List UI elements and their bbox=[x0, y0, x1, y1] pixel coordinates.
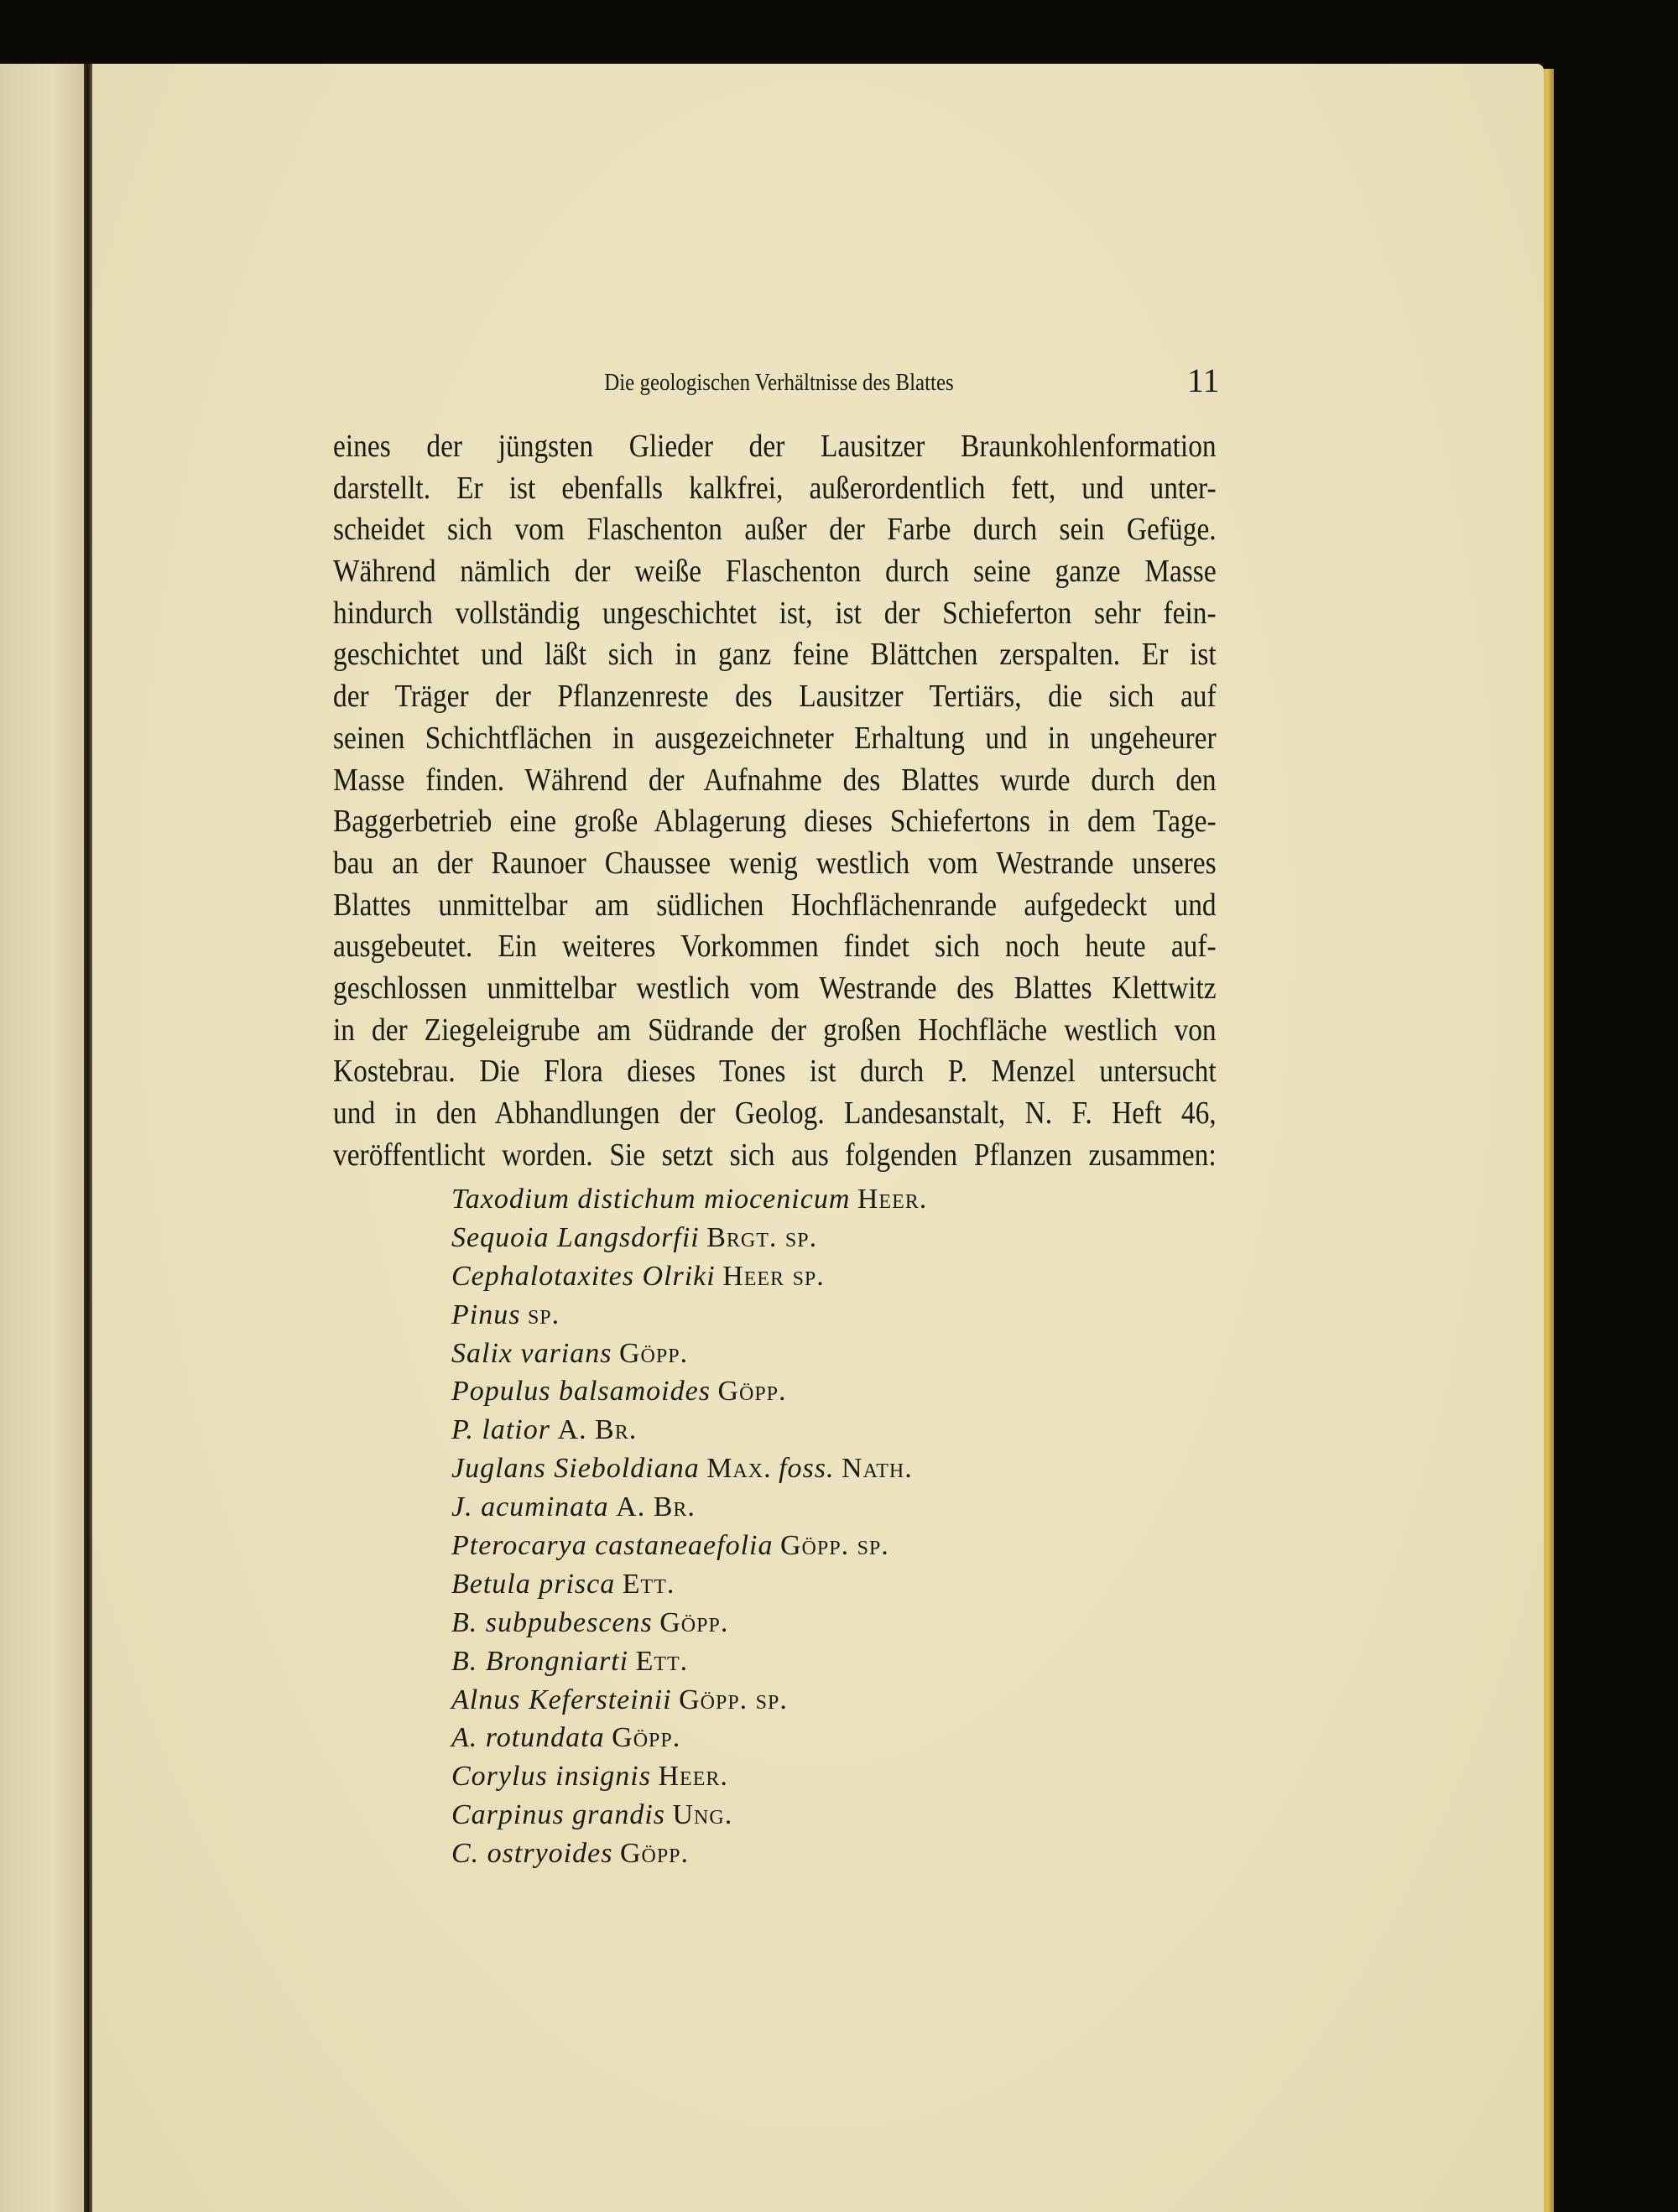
species-name: A. rotundata bbox=[451, 1722, 605, 1754]
species-qualifier: foss. bbox=[779, 1453, 835, 1485]
text-line bbox=[333, 593, 1217, 635]
list-item bbox=[451, 1681, 927, 1720]
species-name: Pterocarya castaneaefolia bbox=[451, 1530, 774, 1562]
list-item bbox=[451, 1757, 927, 1796]
author-abbrev: Göpp. bbox=[618, 1337, 689, 1369]
text-line-content: bau an der Raunoer Chaussee wenig westlich vom Westrande unseres bbox=[333, 845, 1217, 881]
author-abbrev: Ung. bbox=[672, 1799, 733, 1831]
text-line-content: eines der jüngsten Glieder der Lausitzer Braunkohlenformation bbox=[333, 429, 1217, 464]
species-name: Salix varians bbox=[451, 1337, 612, 1369]
species-name: Cephalotaxites Olriki bbox=[451, 1260, 716, 1292]
text-line bbox=[333, 926, 1217, 968]
author-abbrev: A. Br. bbox=[616, 1491, 696, 1523]
species-name: P. latior bbox=[451, 1414, 550, 1446]
text-line bbox=[333, 426, 1217, 468]
plant-list bbox=[451, 1180, 927, 1873]
page-number: 11 bbox=[1187, 362, 1220, 399]
text-line-content: in der Ziegeleigrube am Südrande der großen Hochfläche westlich von bbox=[333, 1012, 1217, 1048]
list-item bbox=[451, 1719, 927, 1757]
text-line-content: der Träger der Pflanzenreste des Lausitzer Tertiärs, die sich auf bbox=[333, 679, 1217, 715]
text-line bbox=[333, 968, 1217, 1010]
text-line bbox=[333, 509, 1217, 551]
text-line-content: seinen Schichtflächen in ausgezeichneter Erhaltung und in ungeheurer bbox=[333, 720, 1217, 756]
author-abbrev: sp. bbox=[527, 1299, 560, 1330]
list-item bbox=[451, 1335, 927, 1373]
text-line-content: ausgebeutet. Ein weiteres Vorkommen findet sich noch heute auf- bbox=[333, 929, 1217, 965]
text-line-content: geschlossen unmittelbar westlich vom Westrande des Blattes Klettwitz bbox=[333, 970, 1217, 1006]
species-name: C. ostryoides bbox=[451, 1838, 613, 1870]
author-abbrev: Nath. bbox=[842, 1453, 913, 1485]
species-name: Alnus Kefersteinii bbox=[451, 1684, 672, 1715]
text-line-content: und in den Abhandlungen der Geolog. Landesanstalt, N. F. Heft 46, bbox=[333, 1096, 1217, 1131]
author-abbrev: Max. bbox=[706, 1453, 772, 1485]
list-item bbox=[451, 1488, 927, 1527]
species-name: Carpinus grandis bbox=[451, 1799, 665, 1831]
text-line bbox=[333, 551, 1217, 593]
species-name: B. subpubescens bbox=[451, 1606, 653, 1638]
author-abbrev: Heer sp. bbox=[722, 1260, 825, 1292]
species-name: Sequoia Langsdorfii bbox=[451, 1221, 700, 1253]
list-item bbox=[451, 1450, 927, 1488]
text-line-content: Masse finden. Während der Aufnahme des Blattes wurde durch den bbox=[333, 762, 1217, 798]
text-line-content: Blattes unmittelbar am südlichen Hochflächenrande aufgedeckt und bbox=[333, 887, 1217, 923]
text-line bbox=[333, 760, 1217, 802]
author-abbrev: Göpp. bbox=[612, 1722, 681, 1754]
author-abbrev: Heer. bbox=[857, 1184, 928, 1215]
species-name: Taxodium distichum miocenicum bbox=[451, 1184, 851, 1215]
book-spine bbox=[84, 64, 92, 2212]
author-abbrev: Ett. bbox=[622, 1568, 675, 1600]
list-item bbox=[451, 1796, 927, 1835]
page-header bbox=[92, 364, 1544, 401]
list-item bbox=[451, 1604, 927, 1642]
list-item bbox=[451, 1642, 927, 1681]
text-line bbox=[333, 843, 1217, 885]
species-name: B. Brongniarti bbox=[451, 1645, 629, 1677]
author-abbrev: Brgt. sp. bbox=[706, 1221, 818, 1253]
text-line-content: geschichtet und läßt sich in ganz feine Blättchen zerspalten. Er ist bbox=[333, 637, 1217, 673]
list-item bbox=[451, 1257, 927, 1296]
text-line bbox=[333, 676, 1217, 718]
list-item bbox=[451, 1372, 927, 1411]
species-name: Populus balsamoides bbox=[451, 1376, 711, 1408]
list-item bbox=[451, 1411, 927, 1450]
body-text bbox=[333, 426, 1217, 1176]
text-line bbox=[333, 718, 1217, 760]
author-abbrev: Göpp. sp. bbox=[679, 1684, 788, 1715]
text-line-content: Baggerbetrieb eine große Ablagerung dieses Schiefertons in dem Tage- bbox=[333, 804, 1217, 840]
list-item bbox=[451, 1180, 927, 1219]
text-line-content: veröffentlicht worden. Sie setzt sich aus folgenden Pflanzen zusammen: bbox=[333, 1137, 1217, 1173]
text-line bbox=[333, 885, 1217, 927]
text-line bbox=[333, 801, 1217, 843]
species-name: Juglans Sieboldiana bbox=[451, 1453, 700, 1485]
author-abbrev: Göpp. bbox=[659, 1606, 729, 1638]
text-line bbox=[333, 1135, 1217, 1177]
author-abbrev: Ett. bbox=[635, 1645, 689, 1677]
author-abbrev: Heer. bbox=[658, 1761, 728, 1793]
text-line bbox=[333, 1051, 1217, 1093]
author-abbrev: A. Br. bbox=[557, 1414, 638, 1446]
text-line bbox=[333, 1010, 1217, 1052]
species-name: Betula prisca bbox=[451, 1568, 616, 1600]
running-title: Die geologischen Verhältnisse des Blattes bbox=[604, 369, 954, 396]
list-item bbox=[451, 1527, 927, 1565]
text-line bbox=[333, 1093, 1217, 1135]
author-abbrev: Göpp. sp. bbox=[779, 1530, 889, 1562]
text-line bbox=[333, 468, 1217, 510]
text-line-content: Während nämlich der weiße Flaschenton durch seine ganze Masse bbox=[333, 554, 1217, 590]
author-abbrev: Göpp. bbox=[619, 1838, 690, 1870]
text-line-content: scheidet sich vom Flaschenton außer der Farbe durch sein Gefüge. bbox=[333, 512, 1217, 548]
facing-page-edge bbox=[0, 64, 87, 2212]
list-item bbox=[451, 1219, 927, 1257]
species-name: J. acuminata bbox=[451, 1491, 609, 1523]
list-item bbox=[451, 1565, 927, 1604]
author-abbrev: Göpp. bbox=[717, 1376, 787, 1408]
species-name: Pinus bbox=[451, 1299, 521, 1330]
text-line-content: darstellt. Er ist ebenfalls kalkfrei, außerordentlich fett, und unter- bbox=[333, 470, 1217, 506]
list-item bbox=[451, 1835, 927, 1873]
list-item bbox=[451, 1296, 927, 1335]
text-line bbox=[333, 634, 1217, 676]
species-name: Corylus insignis bbox=[451, 1761, 651, 1793]
text-line-content: Kostebrau. Die Flora dieses Tones ist durch P. Menzel untersucht bbox=[333, 1054, 1217, 1090]
text-line-content: hindurch vollständig ungeschichtet ist, ist der Schieferton sehr fein- bbox=[333, 595, 1217, 631]
book-page bbox=[92, 64, 1544, 2212]
